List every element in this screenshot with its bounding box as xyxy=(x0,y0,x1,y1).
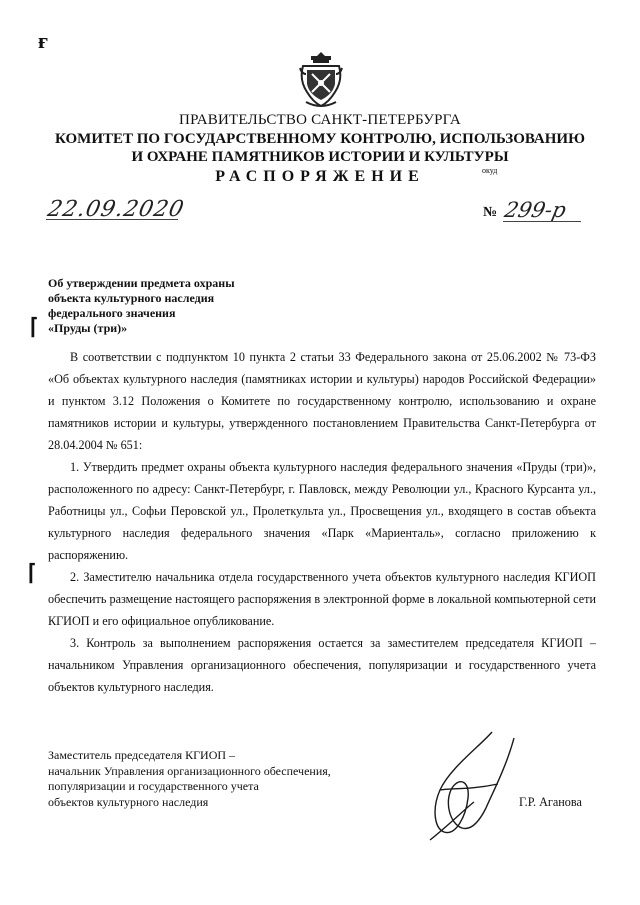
coat-of-arms-icon xyxy=(298,50,344,108)
committee-title xyxy=(0,130,640,166)
subject-line1: Об утверждении предмета охраны xyxy=(48,276,235,290)
committee-title-line1: КОМИТЕТ ПО ГОСУДАРСТВЕННОМУ КОНТРОЛЮ, ИСПОЛЬЗОВАНИЮ xyxy=(55,131,585,147)
subject-line4: «Пруды (три)» xyxy=(48,321,128,335)
date-underline xyxy=(46,219,178,220)
subject-line3: федерального значения xyxy=(48,306,176,320)
scan-mark-low: ⌈ xyxy=(28,560,37,585)
signer-position-line3: популяризации и государственного учета xyxy=(48,779,259,793)
handwritten-signature xyxy=(410,728,520,846)
signer-name: Г.Р. Аганова xyxy=(519,795,582,809)
number-label: № xyxy=(483,205,498,220)
document-date: 22.09.2020 xyxy=(45,197,187,222)
document-type: РАСПОРЯЖЕНИЕ xyxy=(215,168,425,185)
document-body xyxy=(48,346,596,698)
scan-mark-mid: ⌈ xyxy=(30,314,39,339)
intro-paragraph: В соответствии с подпунктом 10 пункта 2 статьи 33 Федерального закона от 25.06.2002 № 73-ФЗ «Об объектах культурного наследия (памятниках истории и культуры) народов Российской Федерации» и пунктом 3.12 Положения о Комитете по государственному контролю, использованию и охране памятников истории и культуры, утвержденного постановлением Правительства Санкт-Петербурга от 28.04.2004 № 651: xyxy=(48,350,596,452)
signer-position-line1: Заместитель председателя КГИОП – xyxy=(48,748,236,762)
number-underline xyxy=(503,221,581,222)
signer-position xyxy=(48,748,331,810)
okud-label: окуд xyxy=(482,166,498,175)
committee-title-line2: И ОХРАНЕ ПАМЯТНИКОВ ИСТОРИИ И КУЛЬТУРЫ xyxy=(131,149,509,165)
document-number: 299-р xyxy=(502,198,569,222)
signer-position-line4: объектов культурного наследия xyxy=(48,794,209,809)
item-2-paragraph: 2. Заместителю начальника отдела государственного учета объектов культурного наследия КГИОП обеспечить размещение настоящего распоряжения в электронной форме в локальной компьютерной сети КГИОП и его официальное опубликование. xyxy=(48,570,596,628)
scan-mark-top: ғ xyxy=(38,28,48,53)
document-subject xyxy=(48,276,235,336)
subject-line2: объекта культурного наследия xyxy=(48,291,215,305)
item-3-paragraph: 3. Контроль за выполнением распоряжения остается за заместителем председателя КГИОП – начальником Управления организационного обеспечения, популяризации и государственного учета объектов культурного наследия. xyxy=(48,636,596,694)
signer-position-line2: начальник Управления организационного обеспечения, xyxy=(48,763,331,778)
government-title: ПРАВИТЕЛЬСТВО САНКТ-ПЕТЕРБУРГА xyxy=(179,112,461,128)
item-1-paragraph: 1. Утвердить предмет охраны объекта культурного наследия федерального значения «Пруды (три)», расположенного по адресу: Санкт-Петербург, г. Павловск, между Революции ул., Красного Курсанта ул., Работницы ул., Софьи Перовской ул., Пролеткульта ул., Просвещения ул., входящего в состав объекта культурного наследия федерального значения «Парк «Мариенталь», согласно приложению к распоряжению. xyxy=(48,460,596,562)
